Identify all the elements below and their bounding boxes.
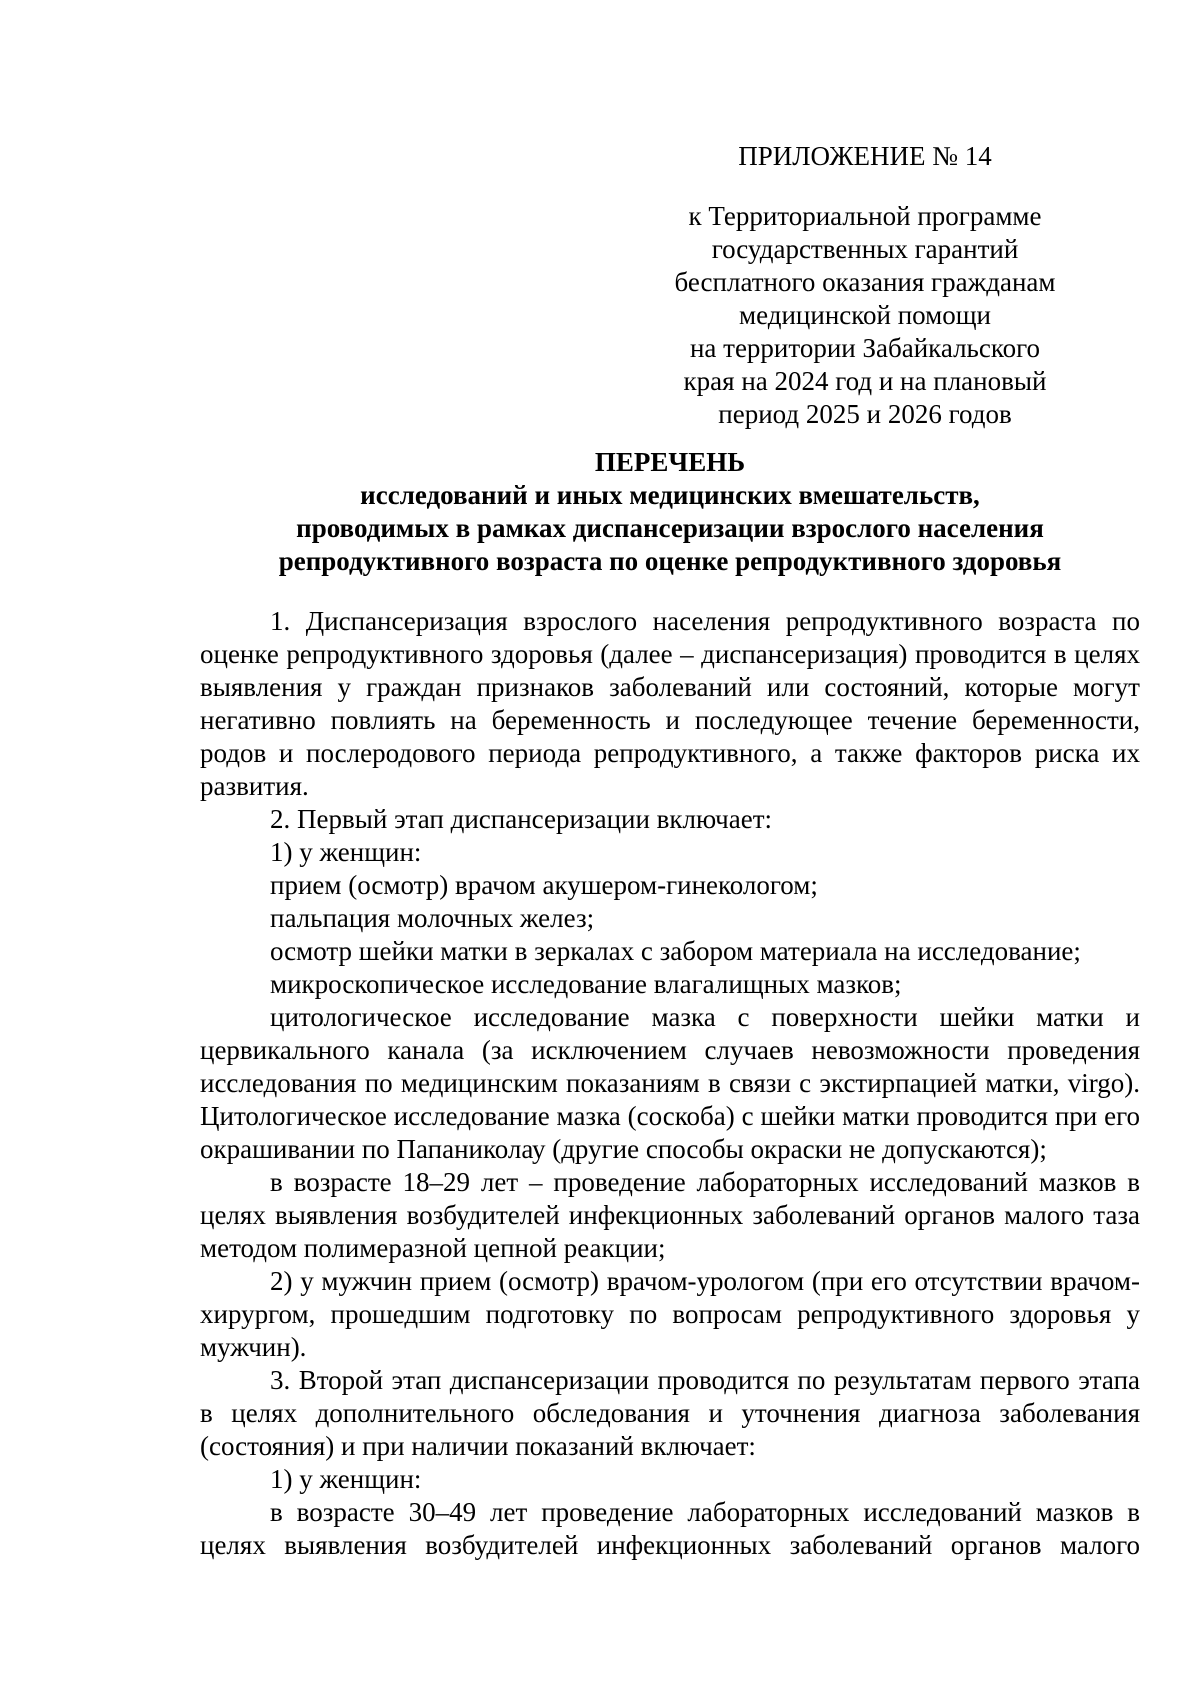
body-paragraph: 1) у женщин:: [270, 1464, 422, 1494]
document-body: [200, 605, 1140, 1562]
appendix-ref-line: бесплатного оказания гражданам: [674, 267, 1056, 297]
appendix-ref-line: края на 2024 год и на плановый: [683, 366, 1047, 396]
body-paragraph: 1. Диспансеризация взрослого населения репродуктивного возраста по оценке репродуктивного здоровья (далее – диспансеризация) проводится в целях выявления у граждан признаков заболеваний или состояний, которые могут негативно повлиять на беременность и последующее течение беременности, родов и послеродового периода репродуктивного, а также факторов риска их развития.: [200, 606, 1140, 801]
body-paragraph: 2) у мужчин прием (осмотр) врачом-урологом (при его отсутствии врачом-хирургом, прошедшим подготовку по вопросам репродуктивного здоровья у мужчин).: [200, 1266, 1140, 1362]
body-paragraph: осмотр шейки матки в зеркалах с забором материала на исследование;: [270, 936, 1081, 966]
body-paragraph: микроскопическое исследование влагалищных мазков;: [270, 969, 902, 999]
appendix-ref-line: период 2025 и 2026 годов: [718, 399, 1012, 429]
title-main: ПЕРЕЧЕНЬ: [594, 447, 746, 477]
body-paragraph: 1) у женщин:: [270, 837, 422, 867]
body-paragraph: прием (осмотр) врачом акушером-гинекологом;: [270, 870, 818, 900]
title-line: проводимых в рамках диспансеризации взрослого населения: [296, 513, 1044, 543]
body-paragraph: цитологическое исследование мазка с поверхности шейки матки и цервикального канала (за исключением случаев невозможности проведения исследования по медицинским показаниям в связи с экстирпацией матки, virgo). Цитологическое исследование мазка (соскоба) с шейки матки проводится при его окрашивании по Папаниколау (другие способы окраски не допускаются);: [200, 1002, 1140, 1164]
body-paragraph: 2. Первый этап диспансеризации включает:: [270, 804, 772, 834]
body-paragraph: в возрасте 30–49 лет проведение лабораторных исследований мазков в целях выявления возбудителей инфекционных заболеваний органов малого: [200, 1497, 1140, 1560]
body-paragraph: в возрасте 18–29 лет – проведение лабораторных исследований мазков в целях выявления возбудителей инфекционных заболеваний органов малого таза методом полимеразной цепной реакции;: [200, 1167, 1140, 1263]
title-line: репродуктивного возраста по оценке репродуктивного здоровья: [278, 546, 1062, 576]
document-title: [200, 446, 1140, 578]
appendix-number: ПРИЛОЖЕНИЕ № 14: [738, 141, 992, 171]
appendix-ref-line: государственных гарантий: [711, 234, 1019, 264]
body-paragraph: 3. Второй этап диспансеризации проводится по результатам первого этапа в целях дополнительного обследования и уточнения диагноза заболевания (состояния) и при наличии показаний включает:: [200, 1365, 1140, 1461]
body-paragraph: пальпация молочных желез;: [270, 903, 595, 933]
appendix-header: [650, 140, 1080, 431]
title-line: исследований и иных медицинских вмешательств,: [360, 480, 980, 510]
appendix-ref-line: на территории Забайкальского: [689, 333, 1041, 363]
appendix-ref-line: к Территориальной программе: [688, 201, 1042, 231]
appendix-ref-line: медицинской помощи: [739, 300, 991, 330]
